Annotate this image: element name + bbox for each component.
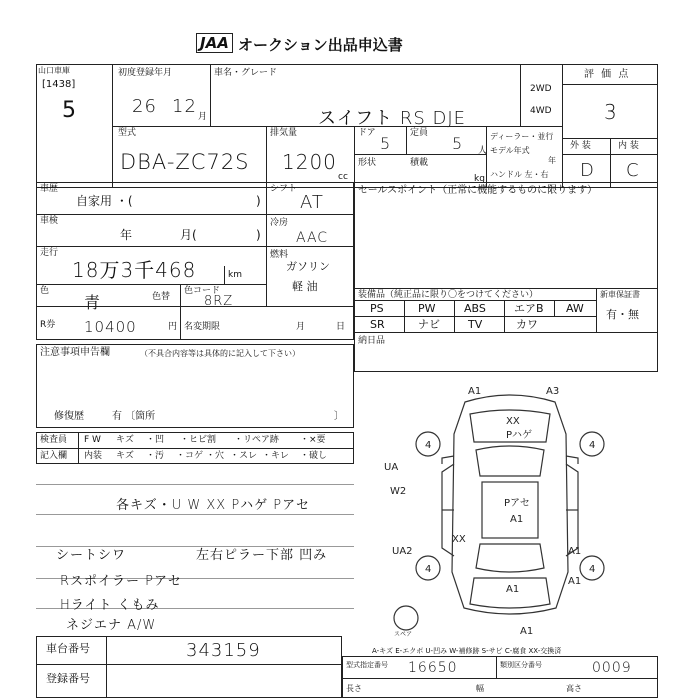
insp-interior: 内装: [84, 451, 103, 461]
displacement-label: 排気量: [270, 128, 298, 138]
diag-label-a1-trunk: A1: [506, 584, 520, 595]
type-value: DBA-ZC72S: [120, 150, 250, 174]
remark-line5: ネジエナ A/W: [66, 618, 157, 633]
frame-number-value: 343159: [186, 640, 261, 661]
height-label: 高さ: [566, 684, 582, 693]
inspector-label: 検査員: [40, 435, 68, 445]
insp-repair: ・リペア跡: [234, 435, 279, 445]
length-label: 長さ: [346, 684, 362, 693]
first-reg-month: 12: [172, 96, 197, 117]
name-change-day: 日: [336, 322, 346, 332]
km-unit: km: [228, 270, 242, 280]
load-label: 積載: [410, 158, 429, 168]
remark-line2: シートシワ: [56, 548, 127, 563]
year-unit: 年: [548, 156, 556, 165]
inspection-label: 車検: [40, 216, 59, 226]
insp-dent: ・凹: [146, 435, 165, 445]
capacity-label: 定員: [410, 128, 429, 138]
diag-label-xx: XX: [506, 416, 520, 427]
equip-leather: カワ: [516, 318, 538, 331]
model-year-label: モデル年式: [490, 146, 530, 155]
registration-label: 登録番号: [46, 672, 90, 685]
insp-burn: ・コゲ: [176, 451, 204, 461]
car-name-label: 車名・グレード: [214, 68, 278, 78]
width-label: 幅: [476, 684, 484, 693]
remark-line3: Rスポイラー Pアセ: [60, 574, 182, 589]
designation-value: 16650: [408, 660, 458, 676]
first-reg-year: 26: [132, 96, 157, 117]
fuel-gasoline: ガソリン: [286, 260, 330, 273]
diag-label-4-rr: 4: [589, 564, 596, 575]
diag-label-a1-rr: A1: [568, 576, 582, 587]
insp-scratch: キズ: [116, 435, 134, 445]
exterior-value: D: [580, 160, 595, 181]
remark-line4: Hライト くもみ: [60, 598, 160, 613]
name-change-month: 月: [296, 322, 306, 332]
yen-unit: 円: [168, 322, 178, 332]
dealer-label: ディーラー・並行: [490, 132, 554, 141]
car-damage-diagram: [370, 372, 650, 642]
insp-cut: ・キレ: [262, 451, 289, 461]
diag-label-a1-roof: A1: [510, 514, 524, 525]
equip-abs: ABS: [464, 302, 486, 315]
doors-value: 5: [380, 134, 392, 153]
lane-number: 5: [62, 98, 76, 123]
handle-label: ハンドル 左・右: [490, 170, 549, 179]
load-unit: kg: [474, 174, 485, 184]
equip-aw: AW: [566, 302, 584, 315]
fuel-diesel: 軽 油: [292, 280, 318, 293]
diag-spare-label: スペア: [394, 631, 413, 638]
grade-label: 評 価 点: [584, 69, 631, 80]
mileage-label: 走行: [40, 248, 59, 258]
warranty-label: 新車保証書: [600, 290, 640, 299]
insp-tear: ・破し: [300, 451, 328, 461]
exterior-label: 外 装: [570, 141, 591, 151]
jaa-logo: JAA: [196, 33, 233, 53]
diag-label-ua2: UA2: [392, 546, 413, 557]
category-value: 0009: [592, 660, 632, 676]
form-title: オークション出品申込書: [238, 36, 403, 54]
right-middle-frame: [354, 182, 658, 372]
grade-value: 3: [604, 100, 618, 124]
history-label: 車歴: [40, 184, 59, 194]
interior-label: 内 装: [618, 141, 639, 151]
lot-code: [1438]: [42, 79, 76, 90]
insp-wear: ・スレ: [230, 451, 258, 461]
displacement-value: 1200: [282, 150, 337, 174]
fuel-label: 燃料: [270, 250, 289, 260]
name-change-label: 名変期限: [184, 322, 221, 332]
shift-value: AT: [300, 192, 324, 213]
cc-unit: cc: [338, 172, 348, 182]
color-change-label: 色替: [152, 292, 171, 302]
equip-ps: PS: [370, 302, 384, 315]
history-value: 自家用 ・(: [76, 194, 133, 208]
damage-legend: A-キズ E-エクボ U-凹み W-補修跡 S-サビ C-腐食 XX-交換済: [372, 647, 562, 655]
inspection-end: ): [256, 228, 261, 242]
insp-crack: ・ヒビ割: [180, 435, 217, 445]
equip-tv: TV: [468, 318, 483, 331]
diag-label-a3: A3: [546, 386, 560, 397]
shape-label: 形状: [358, 158, 377, 168]
diag-label-a1-rear: A1: [520, 626, 534, 637]
car-name-value: スイフト RS DJE: [318, 108, 467, 129]
color-value: 青: [84, 293, 102, 312]
aircon-value: AAC: [296, 230, 329, 246]
remark-line1: 各キズ・U W XX Pハゲ Pアセ: [116, 498, 310, 513]
repair-close: 〕: [334, 411, 344, 422]
month-unit: 月: [198, 112, 208, 122]
r-ticket-value: 10400: [84, 318, 137, 336]
equip-navi: ナビ: [418, 318, 440, 331]
mileage-value: 18万3千468: [72, 258, 197, 282]
insp-need: ・×要: [300, 435, 326, 445]
warranty-value: 有・無: [606, 308, 639, 321]
diag-label-phage: Pハゲ: [506, 430, 533, 441]
insp-dirt: ・汚: [146, 451, 165, 461]
notes-label: 注意事項申告欄: [40, 347, 110, 358]
diag-label-4-fr: 4: [589, 440, 596, 451]
diag-label-xx2: XX: [452, 534, 466, 545]
diag-label-4-rl: 4: [425, 564, 432, 575]
drive-4wd: 4WD: [530, 106, 552, 116]
delivery-label: 納日品: [358, 336, 386, 346]
repair-label: 修復歴: [54, 411, 84, 422]
inspection-year: 年: [120, 228, 133, 242]
insp-int-scratch: キズ: [116, 451, 134, 461]
frame-number-label: 車台番号: [46, 642, 90, 655]
insp-fw: F W: [84, 435, 101, 445]
type-label: 型式: [118, 128, 137, 138]
diag-label-a1-front: A1: [468, 386, 482, 397]
garage-label: 山口車庫: [38, 66, 70, 75]
capacity-value: 5: [452, 134, 464, 153]
remark-line2b: 左右ピラー下部 凹み: [196, 548, 328, 563]
insp-hole: ・穴: [206, 451, 225, 461]
history-close: ): [256, 194, 261, 208]
aircon-label: 冷房: [270, 218, 289, 228]
notes-sub: （不具合内容等は具体的に記入して下さい）: [140, 349, 300, 358]
equipment-label: 装備品（純正品に限り〇をつけてください）: [358, 290, 539, 300]
drive-2wd: 2WD: [530, 84, 552, 94]
interior-value: C: [626, 160, 640, 181]
diag-label-4-fl: 4: [425, 440, 432, 451]
inspection-month: 月(: [180, 228, 197, 242]
sales-point-label: セールスポイント（正常に機能するものに限ります）: [358, 185, 598, 196]
shift-label: シフト: [270, 184, 298, 194]
color-label: 色: [40, 286, 50, 296]
color-code-label: 色コード: [184, 286, 221, 296]
category-label: 類別区分番号: [500, 661, 542, 669]
doors-label: ドア: [358, 128, 376, 138]
capacity-unit: 人: [478, 146, 488, 156]
r-ticket-label: R券: [40, 320, 56, 330]
repair-value: 有 〔箇所: [112, 411, 156, 422]
equip-sr: SR: [370, 318, 385, 331]
entry-label: 記入欄: [40, 451, 68, 461]
first-reg-label: 初度登録年月: [118, 68, 173, 78]
equip-airbag: エアB: [514, 302, 544, 315]
diag-label-w2: W2: [390, 486, 407, 497]
designation-label: 型式指定番号: [346, 661, 388, 669]
diag-label-ua: UA: [384, 462, 399, 473]
equip-pw: PW: [418, 302, 436, 315]
diag-label-a1-right: A1: [568, 546, 582, 557]
diag-label-pase: Pアセ: [504, 498, 530, 509]
color-code-value: 8RZ: [204, 294, 234, 309]
